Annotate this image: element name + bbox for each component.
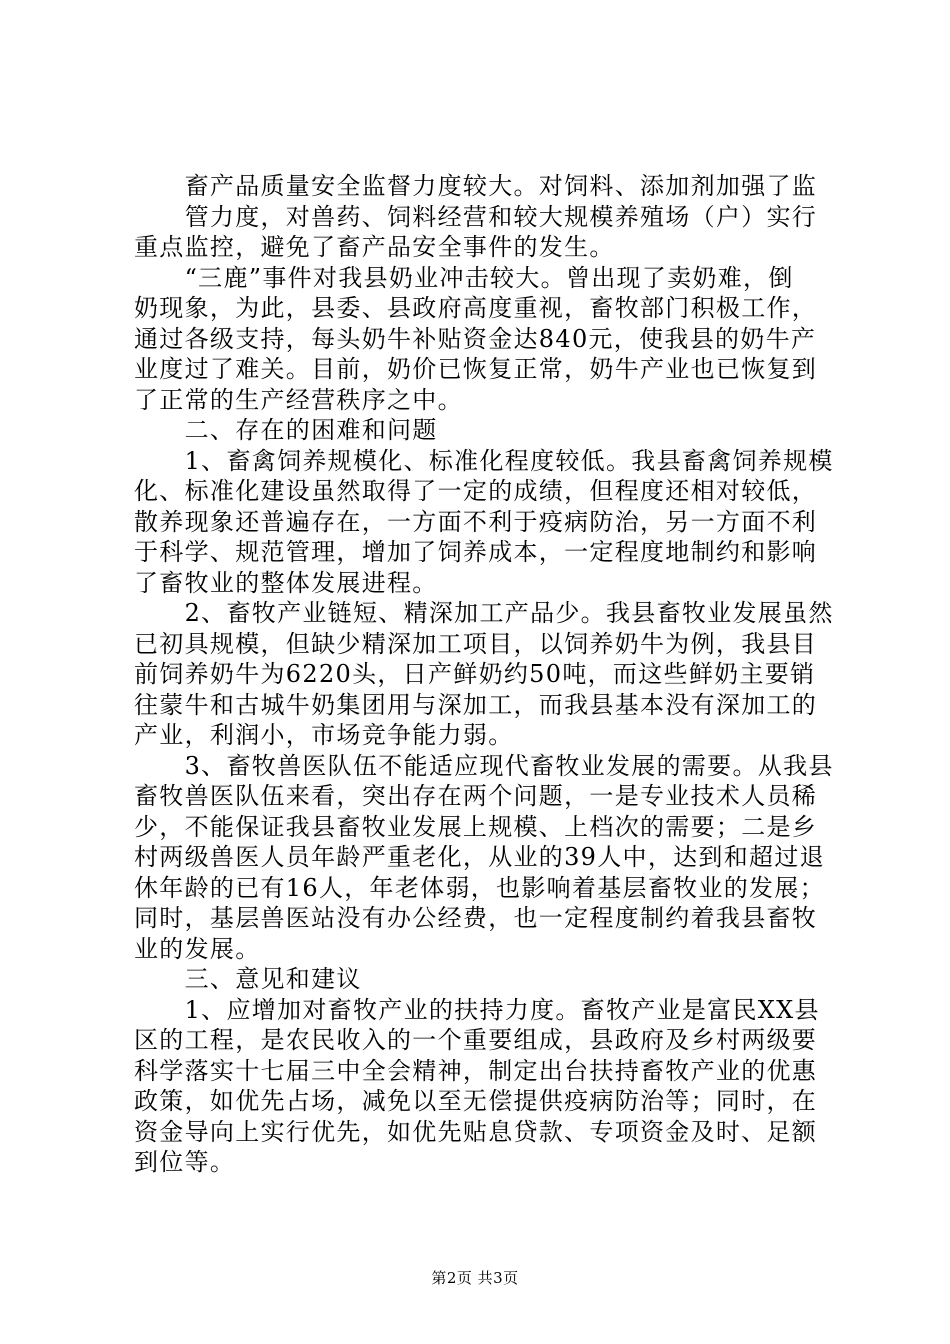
text-line: 到位等。	[134, 1148, 236, 1176]
text-line: 已初具规模，但缺少精深加工项目，以饲养奶牛为例，我县目	[134, 629, 818, 658]
text-line: 畜产品质量安全监督力度较大。对饲料、添加剂加强了监	[134, 172, 818, 200]
text-line: 管力度，对兽药、饲料经营和较大规模养殖场（户）实行	[134, 202, 818, 231]
text-line: 村两级兽医人员年龄严重老化，从业的39人中，达到和超过退	[134, 843, 825, 871]
text-line: 2、畜牧产业链短、精深加工产品少。我县畜牧业发展虽然	[134, 599, 834, 627]
section-heading: 二、存在的困难和问题	[134, 416, 438, 444]
page-footer: 第2页 共3页	[431, 1269, 519, 1287]
text-line: 政策，如优先占场，减免以至无偿提供疫病防治等；同时，在	[134, 1087, 818, 1115]
text-line: 少，不能保证我县畜牧业发展上规模、上档次的需要；二是乡	[134, 812, 818, 841]
text-line: 业度过了难关。目前，奶价已恢复正常，奶牛产业也已恢复到	[134, 355, 818, 383]
section-heading: 三、意见和建议	[134, 965, 362, 993]
text-line: 重点监控，避免了畜产品安全事件的发生。	[134, 233, 615, 261]
text-line: “三鹿”事件对我县奶业冲击较大。曾出现了卖奶难，倒	[134, 263, 794, 292]
text-line: 于科学、规范管理，增加了饲养成本，一定程度地制约和影响	[134, 538, 818, 566]
text-line: 区的工程，是农民收入的一个重要组成，县政府及乡村两级要	[134, 1026, 818, 1054]
text-line: 奶现象，为此，县委、县政府高度重视，畜牧部门积极工作，	[134, 294, 818, 322]
text-line: 化、标准化建设虽然取得了一定的成绩，但程度还相对较低，	[134, 477, 818, 505]
text-line: 产业，利润小，市场竞争能力弱。	[134, 721, 514, 749]
text-line: 通过各级支持，每头奶牛补贴资金达840元，使我县的奶牛产	[134, 324, 817, 353]
text-line: 前饲养奶牛为6220头，日产鲜奶约50吨，而这些鲜奶主要销	[134, 660, 816, 688]
text-line: 1、应增加对畜牧产业的扶持力度。畜牧产业是富民XX县	[134, 995, 820, 1024]
text-line: 了正常的生产经营秩序之中。	[134, 385, 463, 414]
text-line: 散养现象还普遍存在，一方面不利于疫病防治，另一方面不利	[134, 507, 818, 536]
text-line: 了畜牧业的整体发展进程。	[134, 568, 438, 597]
text-line: 同时，基层兽医站没有办公经费，也一定程度制约着我县畜牧	[134, 904, 818, 932]
text-line: 科学落实十七届三中全会精神，制定出台扶持畜牧产业的优惠	[134, 1056, 818, 1085]
text-line: 业的发展。	[134, 934, 261, 963]
text-line: 3、畜牧兽医队伍不能适应现代畜牧业发展的需要。从我县	[134, 751, 834, 780]
text-line: 往蒙牛和古城牛奶集团用与深加工，而我县基本没有深加工的	[134, 690, 818, 719]
text-line: 资金导向上实行优先，如优先贴息贷款、专项资金及时、足额	[134, 1117, 818, 1146]
text-line: 1、畜禽饲养规模化、标准化程度较低。我县畜禽饲养规模	[134, 446, 834, 475]
text-line: 休年龄的已有16人，年老体弱，也影响着基层畜牧业的发展；	[134, 873, 825, 902]
text-line: 畜牧兽医队伍来看，突出存在两个问题，一是专业技术人员稀	[134, 782, 818, 810]
